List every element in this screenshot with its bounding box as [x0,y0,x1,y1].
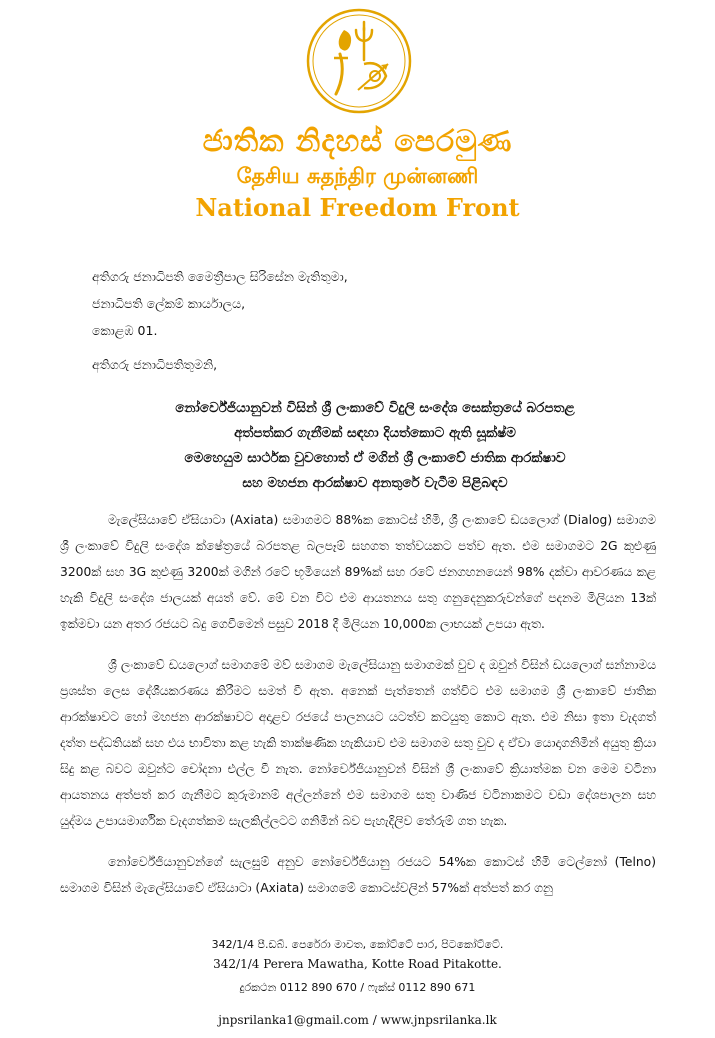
subject-line: සහ මහජන ආරක්ෂාව අනතුරේ වැටීම පිළිබඳව [242,475,508,491]
letter-footer [0,936,715,1030]
subject-line: මෙහෙයුම සාර්ථක වුවහොත් ඒ මගින් ශ්‍රී ලංකාවේ ජාතික ආරක්ෂාව [184,450,566,466]
party-emblem-icon [306,8,412,114]
party-name-tamil: தேசிய சுதந்திர முன்னணி [236,164,479,188]
recipient-line: කොළඹ 01. [92,323,158,338]
letter-subject [95,396,655,496]
party-name-english: National Freedom Front [195,193,520,222]
party-name-sinhala: ජාතික නිදහස් පෙරමුණ [202,124,513,159]
recipient-address [92,263,348,344]
subject-line: අත්පත්කර ගැනීමක් සඳහා දියත්කොට ඇති සූක්ෂ්ම [234,425,516,441]
footer-address-sinhala: 342/1/4 පී.ඩබ්. පෙරේරා මාවත, කෝට්ටේ පාර, පිටකෝට්ටේ. [211,938,504,951]
salutation: අතිගරු ජනාධිපතිතුමනි, [92,357,218,372]
footer-address-english: 342/1/4 Perera Mawatha, Kotte Road Pitakotte. [213,957,502,971]
recipient-line: අතිගරු ජනාධිපති මෛත්‍රීපාල සිරිසේන මැතිතුමා, [92,269,348,284]
body-paragraph: නෝර්වේජියානුවන්ගේ සැලසුම් අනුව නෝර්වේජියානු රජයට 54%ක කොටස් හිමි ටෙල්නෝ (Telno) සමාගම විසින් මැලේසියාවේ ඒසියාටා (Axiata) සමාගමේ කොටස්වලින් 57%ක් අත්පත් කර ගනු [60,855,656,895]
footer-phone-fax: දුරකථන 0112 890 670 / ෆැක්ස් 0112 890 671 [239,981,476,994]
body-paragraph: මැලේසියාවේ ඒසියාටා (Axiata) සමාගමට 88%ක කොටස් හිමි, ශ්‍රී ලංකාවේ ඩයලොග් (Dialog) සමාගම ශ්‍රී ලංකාවේ විදුලි සංදේශ ක්ෂේත්‍රයේ බරපතළ බලපෑම් සහගත තත්වයකට පත්ව ඇත. එම සමාගමට 2G කුළුණු 3200ක් සහ 3G කුළුණු 3200ක් මගින් රටේ භූමියෙන් 89%ක් සහ රටේ ජනගහනයෙන් 98% දක්වා ආවරණය කළ හැකි විදුලි සංදේශ ජාලයක් අයත් වේ. මේ වන විට එම ආයතනය සතු ගනුදෙනුකරුවන්ගේ පදනම මිලියන 13ක් ඉක්මවා යන අතර රජයට බදු ගෙවීමෙන් පසුව 2018 දී මිලියන 10,000ක ලාභයක් උපයා ඇත. [60,513,656,631]
subject-line: නෝර්වේජියානුවන් විසින් ශ්‍රී ලංකාවේ විදුලි සංදේශ සෙක්ත්‍රයේ බරපතළ [175,400,575,416]
body-paragraph: ශ්‍රී ලංකාවේ ඩයලොග් සමාගමේ මව් සමාගම මැලේසියානු සමාගමක් වුව ද ඔවුන් විසින් ඩයලොග් සන්නාමය ප්‍රශස්ත ලෙස දේශීයකරණය කිරීමට සමත් වී ඇත. අනෙක් පැත්තෙන් ගත්විට එම සමාගම ශ්‍රී ලංකාවේ ජාතික ආරක්ෂාවට හෝ මහජන ආරක්ෂාවට අදාළව රජයේ පාලනයට යටත්ව කටයුතු කොට ඇත. එම නිසා ඉතා වැදගත් දත්ත පද්ධතියක් සහ එය භාවිතා කළ හැකි තාක්ෂණික හැකියාව එම සමාගම සතු වුව ද ඒවා යොදාගනිමින් අයුතු ක්‍රියා සිදු කළ බවට ඔවුන්ට චෝදනා එල්ල වී නැත. නෝර්වේජියානුවන් විසින් ශ්‍රී ලංකාවේ ක්‍රියාත්මක වන මෙම වටිනා ආයතනය අත්පත් කර ගැනීමට කුරුමානම් අල්ලන්නේ එම සමාගම සතු වාණිජ වටිනාකමට වඩා දේශපාලන සහ යුද්මය උපායමාර්ගික වැදගත්කම සැලකිල්ලටට ගනිමින් බව පැහැදිලිව තේරුම් ගත හැක. [60,658,656,828]
recipient-line: ජනාධිපති ලේකම් කාර්යාලය, [92,296,246,311]
footer-email-website: jnpsrilanka1@gmail.com / www.jnpsrilanka.lk [218,1013,497,1027]
